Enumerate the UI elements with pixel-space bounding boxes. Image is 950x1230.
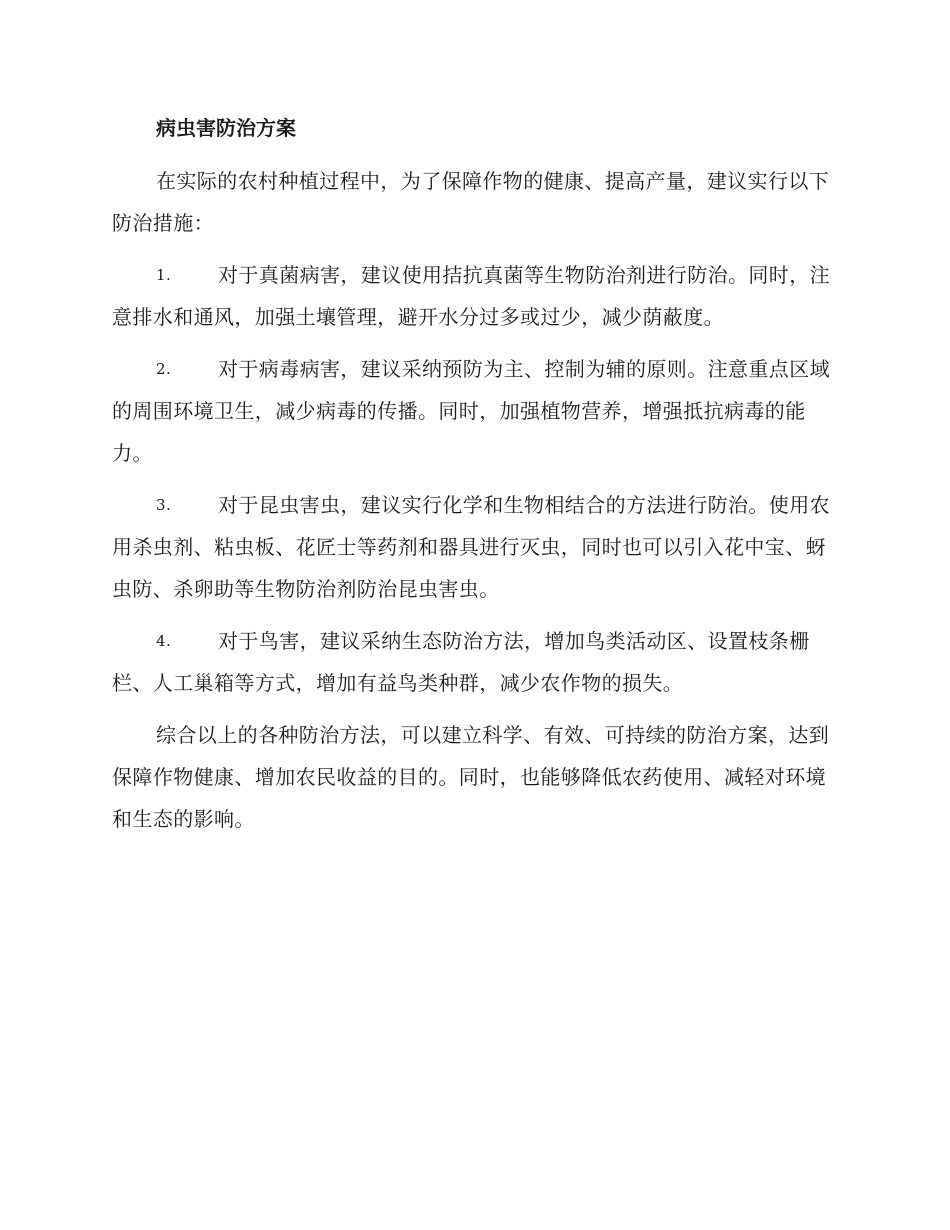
list-item-number: 2.	[156, 360, 172, 378]
list-item-number: 1.	[156, 266, 172, 284]
list-item-number: 3.	[156, 496, 172, 514]
intro-paragraph: 在实际的农村种植过程中，为了保障作物的健康、提高产量，建议实行以下防治措施：	[112, 169, 830, 235]
list-item-text: 对于鸟害，建议采纳生态防治方法，增加鸟类活动区、设置枝条栅栏、人工巢箱等方式，增加有益鸟类种群，减少农作物的损失。	[112, 629, 810, 695]
list-item	[112, 484, 836, 610]
list-item-text: 对于病毒病害，建议采纳预防为主、控制为辅的原则。注意重点区域的周围环境卫生，减少病毒的传播。同时，加强植物营养，增强抵抗病毒的能力。	[112, 357, 830, 465]
document-title: 病虫害防治方案	[156, 116, 296, 140]
document-page	[112, 108, 836, 850]
list-item	[112, 254, 836, 338]
list-item-text: 对于昆虫害虫，建议实行化学和生物相结合的方法进行防治。使用农用杀虫剂、粘虫板、花匠士等药剂和器具进行灭虫，同时也可以引入花中宝、蚜虫防、杀卵助等生物防治剂防治昆虫害虫。	[112, 493, 830, 601]
list-item	[112, 620, 836, 704]
list-item-text: 对于真菌病害，建议使用拮抗真菌等生物防治剂进行防治。同时，注意排水和通风，加强土壤管理，避开水分过多或过少，减少荫蔽度。	[112, 263, 830, 329]
list-item-number: 4.	[156, 632, 172, 650]
conclusion-paragraph: 综合以上的各种防治方法，可以建立科学、有效、可持续的防治方案，达到保障作物健康、增加农民收益的目的。同时，也能够降低农药使用、减轻对环境和生态的影响。	[112, 723, 830, 831]
list-item	[112, 348, 836, 474]
